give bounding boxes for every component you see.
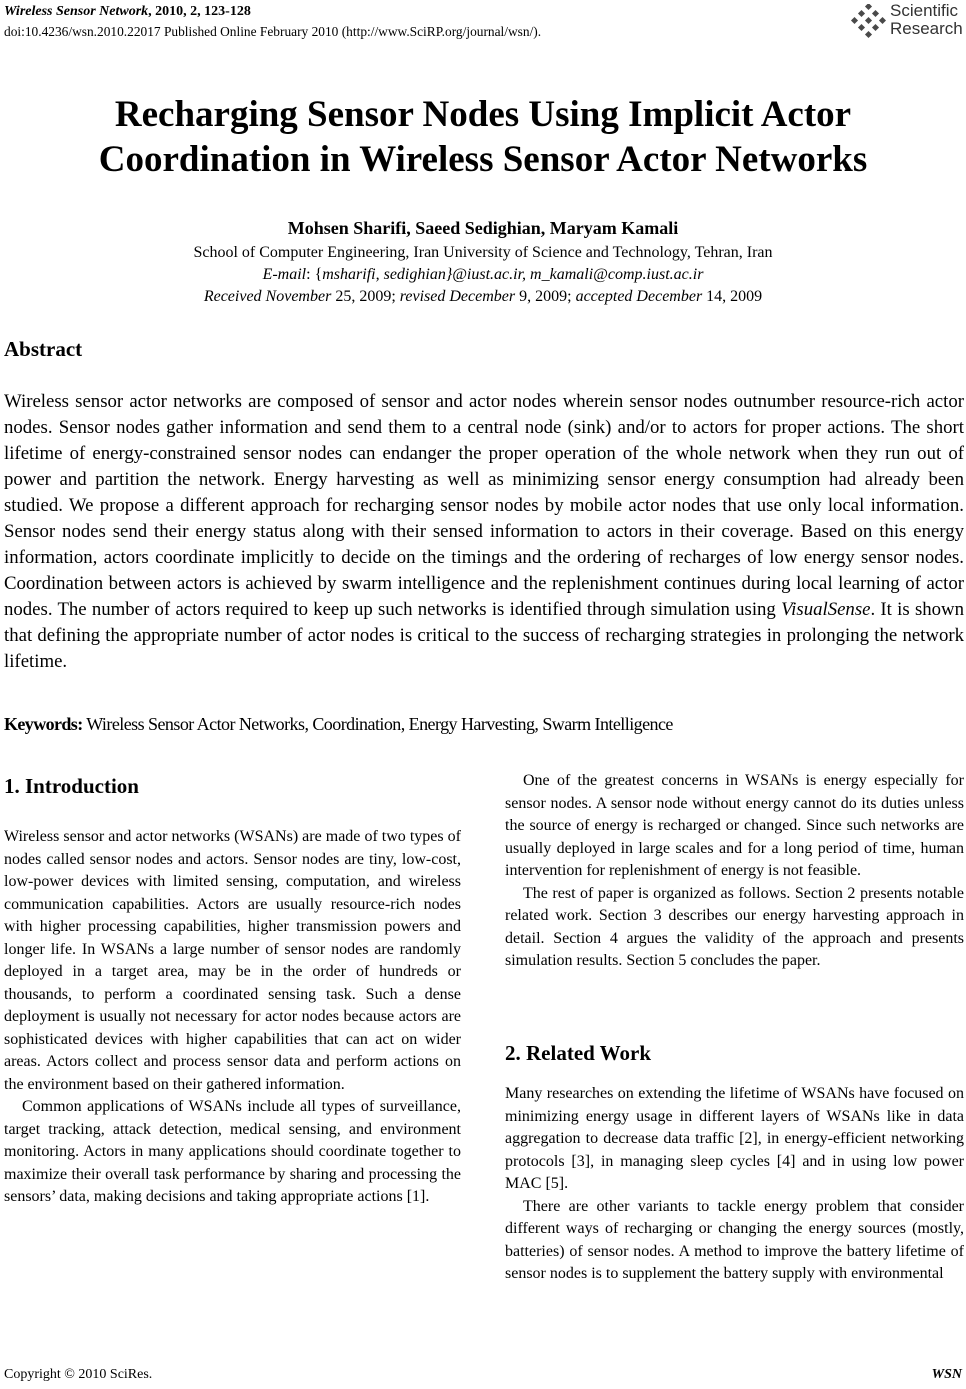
revised-label: revised December	[399, 288, 516, 305]
abstract-text	[4, 389, 964, 675]
title-line-1: Recharging Sensor Nodes Using Implicit Actor	[114, 94, 852, 135]
author-list: Mohsen Sharifi, Saeed Sedighian, Maryam Kamali	[287, 218, 679, 238]
revised-date: 9, 2009;	[515, 288, 576, 305]
diamond-dots-icon	[850, 4, 886, 40]
received-date: 25, 2009;	[331, 288, 400, 305]
affiliation-block	[0, 242, 966, 308]
logo-wordmark	[890, 2, 963, 38]
right-column-bottom	[505, 1083, 964, 1286]
paper-title	[0, 92, 966, 182]
doi-line: doi:10.4236/wsn.2010.22017 Published Online February 2010 (http://www.SciRP.org/journal/wsn/).	[4, 24, 542, 39]
right-column-top	[505, 770, 964, 973]
journal-header	[4, 2, 744, 42]
dates-line	[0, 286, 966, 308]
publisher-logo	[850, 2, 964, 42]
received-label: Received November	[203, 288, 332, 305]
email-line	[0, 264, 966, 286]
journal-name: Wireless Sensor Network	[4, 4, 149, 19]
intro-paragraph-3: One of the greatest concerns in WSANs is energy especially for sensor nodes. A sensor node without energy cannot do its duties unless the source of energy is recharged or changed. Since such networks are usually deployed in large scales and for a long period of time, human intervention for replenishment of energy is not feasible.	[505, 772, 964, 879]
accepted-label: accepted December	[575, 288, 703, 305]
tool-name: VisualSense	[781, 599, 871, 620]
logo-text-research: Research	[890, 19, 963, 38]
affiliation: School of Computer Engineering, Iran University of Science and Technology, Tehran, Iran	[193, 244, 773, 261]
intro-paragraph-2: Common applications of WSANs include all types of surveillance, target tracking, attack detection, medical sensing, and environment monitoring. Actors in many applications should coordinate together to maximize their overall task performance by sharing and processing the sensors’ data, making decisions and taking appropriate actions [1].	[4, 1098, 461, 1205]
journal-abbreviation: WSN	[931, 1367, 962, 1382]
intro-paragraph-1: Wireless sensor and actor networks (WSANs) are made of two types of nodes called sensor nodes and actors. Sensor nodes are tiny, low-cost, low-power devices with limited sensing, computation, and wireless communication capabilities. Actors are usually resource-rich nodes with higher processing capabilities, higher transmission powers and longer life. In WSANs a large number of sensor nodes are randomly deployed in a target area, may be in the order of hundreds or thousands, to perform a coordinated sensing task. Such a dense deployment is usually not necessary for actor nodes because actors are sophisticated devices with higher capabilities that can act on wider areas. Actors collect and process sensor data and perform actions on the environment based on their gathered information.	[4, 828, 461, 1093]
abstract-text-part1: Wireless sensor actor networks are composed of sensor and actor nodes wherein sensor nodes outnumber resource-rich actor nodes. Sensor nodes gather information and send them to a central node (sink) and/or to actors for proper actions. The short lifetime of energy-constrained sensor nodes can endanger the proper operation of the whole network when they run out of power and partition the network. Energy harvesting as well as minimizing sensor energy consumption had already been studied. We propose a different approach for recharging sensor nodes by mobile actor nodes that use only local information. Sensor nodes send their energy status along with their sensed information to actors in their coverage. Based on this energy information, actors coordinate implicitly to decide on the timings and the ordering of recharges of low energy sensor nodes. Coordination between actors is achieved by swarm intelligence and the replenishment continues during local learning of actor nodes. The number of actors required to keep up such networks is identified through simulation using	[4, 391, 964, 620]
volume-info: , 2010, 2, 123-128	[148, 4, 251, 19]
logo-text-scientific: Scientific	[890, 1, 959, 20]
related-paragraph-2: There are other variants to tackle energy problem that consider different ways of recharging or changing the energy sources (mostly, batteries) of sensor nodes. A method to improve the battery lifetime of sensor nodes is to supplement the battery supply with environmental	[505, 1197, 964, 1282]
keywords-text: Wireless Sensor Actor Networks, Coordination, Energy Harvesting, Swarm Intelligence	[82, 714, 673, 734]
keywords-label: Keywords:	[4, 714, 83, 734]
email-label: E-mail	[262, 266, 307, 283]
keywords-line	[4, 711, 964, 737]
email-domains: }@iust.ac.ir, m_kamali@comp.iust.ac.ir	[445, 266, 704, 283]
title-line-2: Coordination in Wireless Sensor Actor Networks	[98, 139, 868, 180]
left-column	[4, 826, 461, 1209]
journal-citation	[4, 2, 744, 22]
abstract-heading: Abstract	[4, 337, 83, 361]
abstract-text-part2: . It is shown that defining the appropriate number of actor nodes is critical to the success of recharging strategies in prolonging the network lifetime.	[4, 599, 965, 672]
copyright-notice: Copyright © 2010 SciRes.	[4, 1367, 153, 1382]
accepted-date: 14, 2009	[702, 288, 763, 305]
related-paragraph-1: Many researches on extending the lifetime of WSANs have focused on minimizing energy usage in different layers of WSANs like in data aggregation to decrease data traffic [2], in energy-efficient networking protocols [3], in managing sleep cycles [4] and in using low power MAC [5].	[505, 1085, 964, 1192]
intro-paragraph-4: The rest of paper is organized as follows. Section 2 presents notable related work. Section 3 describes our energy harvesting approach in detail. Section 4 argues the validity of the approach and presents simulation results. Section 5 concludes the paper.	[505, 884, 964, 969]
email-names: msharifi, sedighian	[322, 266, 446, 283]
related-work-heading: 2. Related Work	[505, 1041, 652, 1065]
intro-heading: 1. Introduction	[4, 774, 139, 798]
email-separator: : {	[306, 266, 323, 283]
